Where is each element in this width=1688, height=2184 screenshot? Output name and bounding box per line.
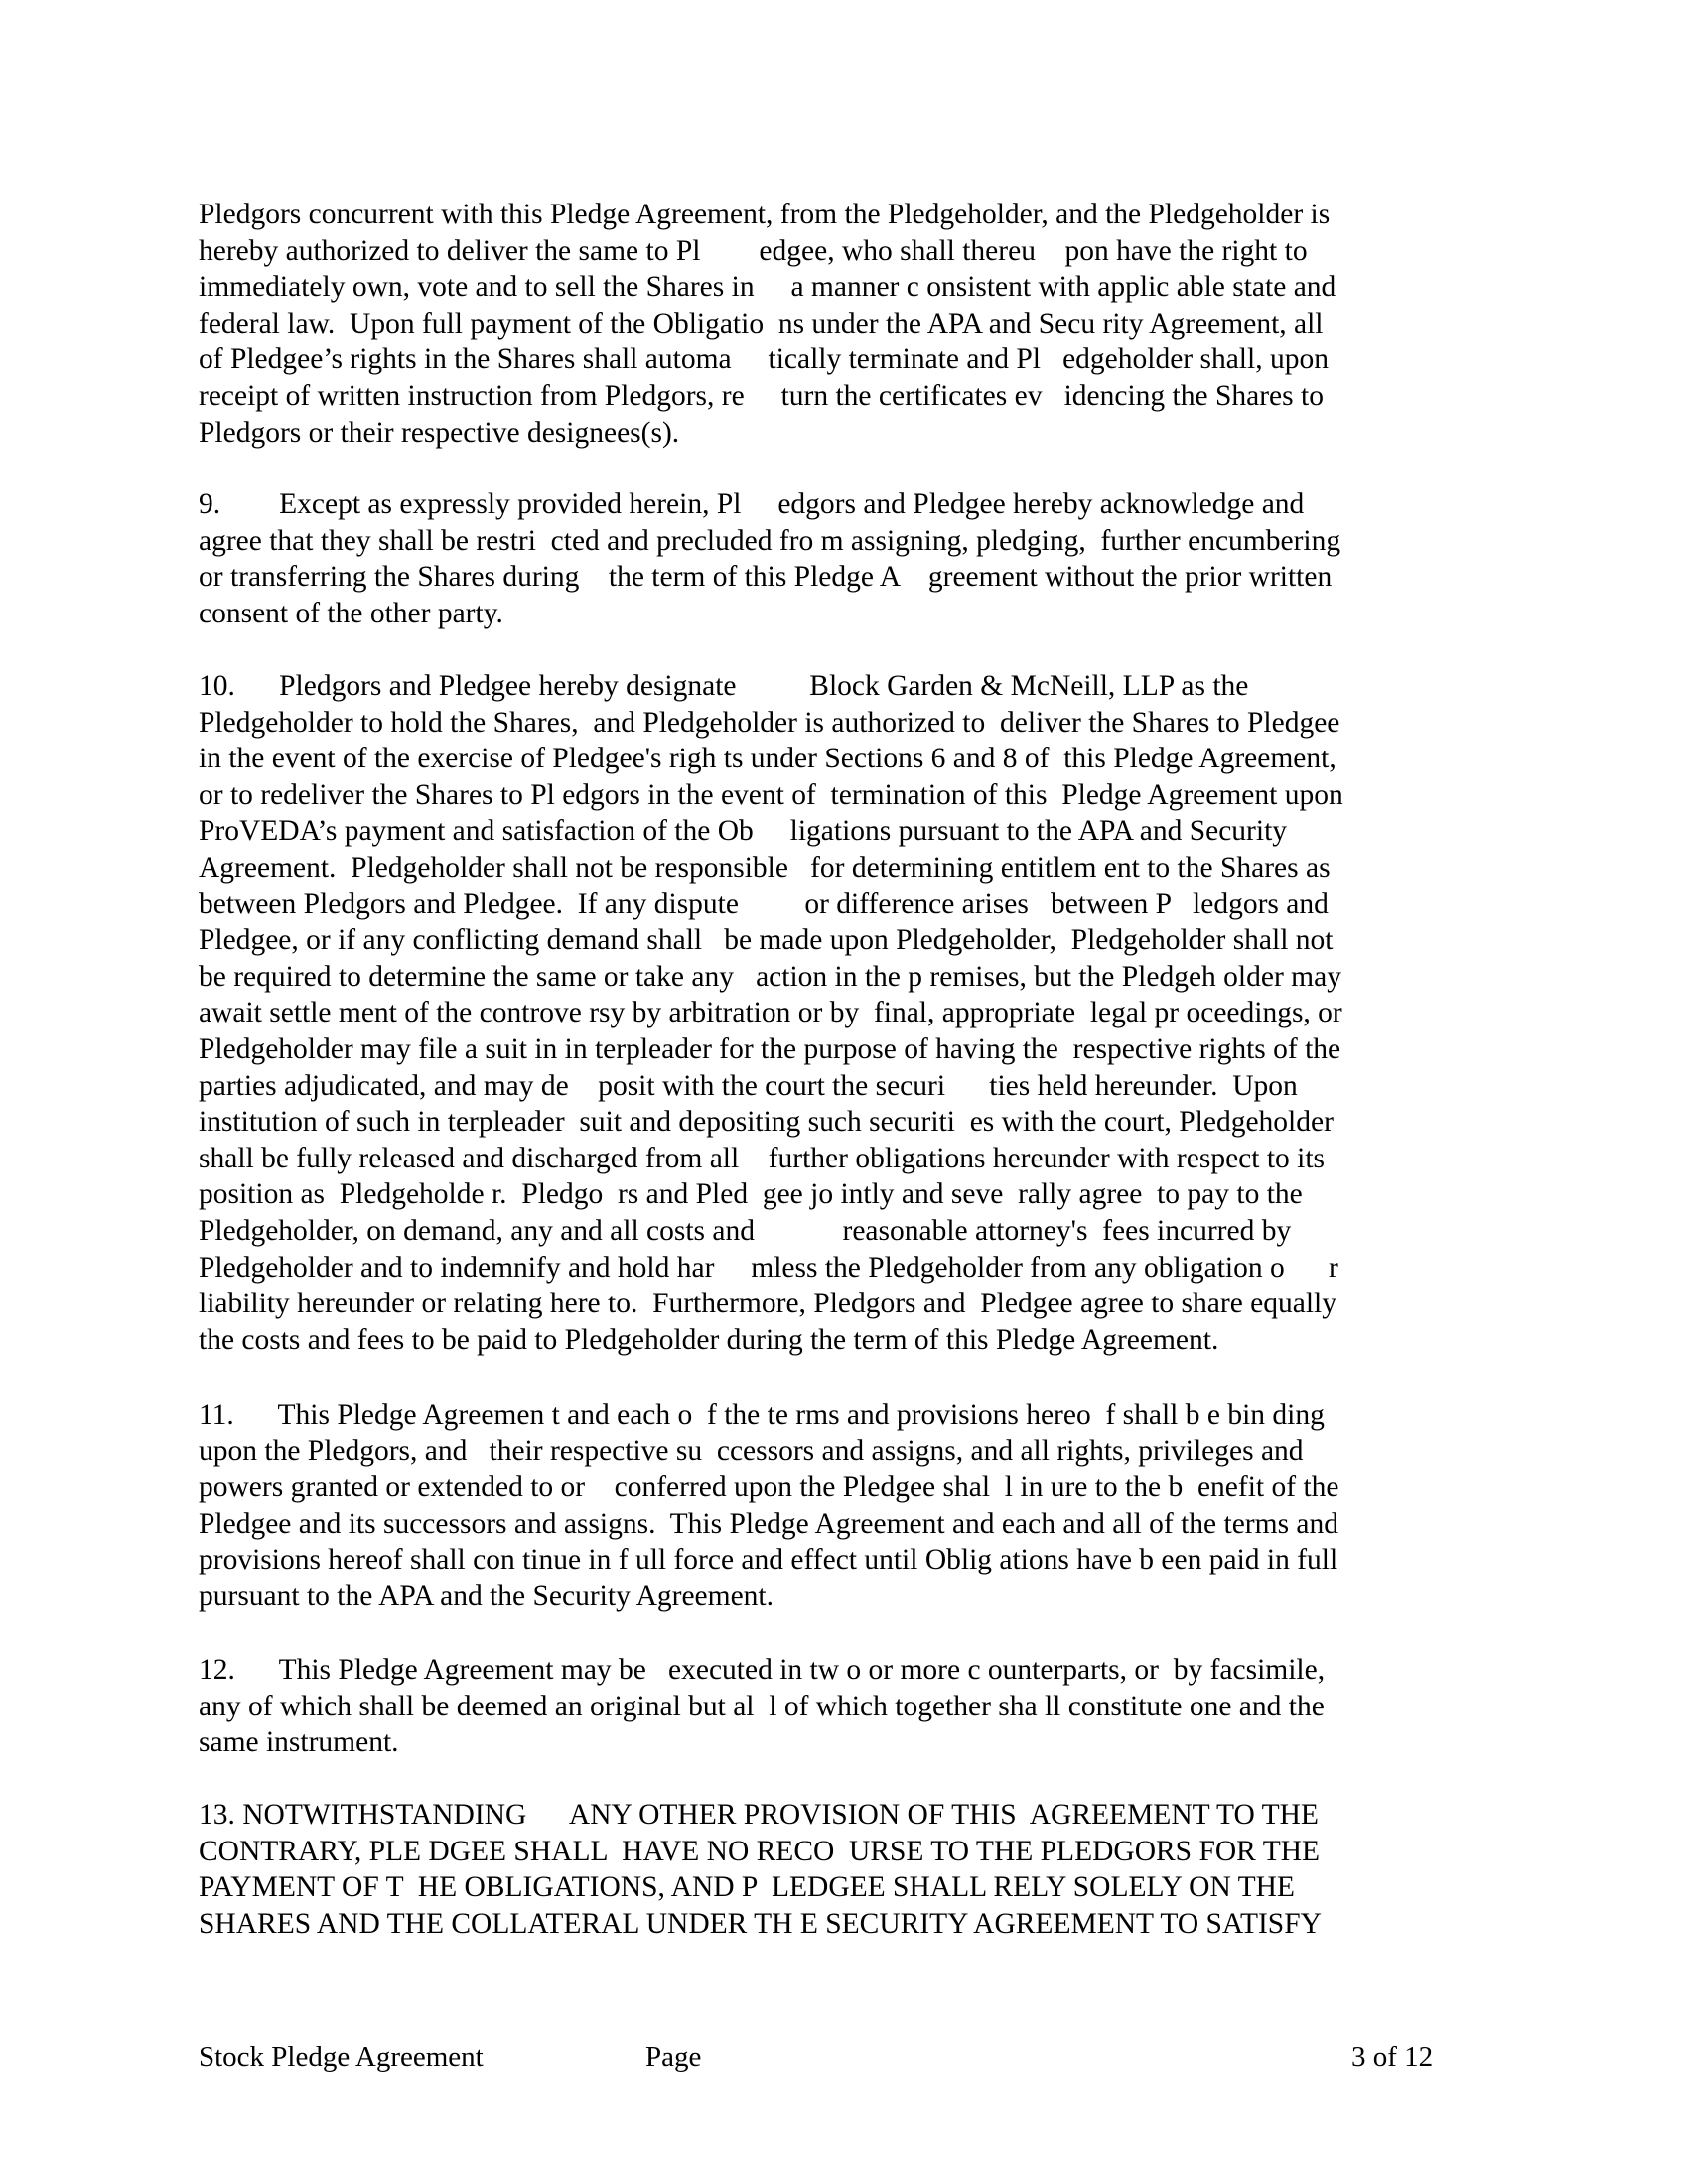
text-line: of Pledgee’s rights in the Shares shall automa tically terminate and Pl edgeholder shall, upon [199,343,1329,376]
text-line: or transferring the Shares during the term of this Pledge A greement without the prior written [199,561,1333,594]
text-line: Pledgee, or if any conflicting demand shall be made upon Pledgeholder, Pledgeholder shall not [199,924,1334,957]
text-line: between Pledgors and Pledgee. If any dispute or difference arises between P ledgors and [199,887,1329,920]
text-line: liability hereunder or relating here to. Furthermore, Pledgors and Pledgee agree to share equally [199,1288,1337,1320]
text-line: institution of such in terpleader suit and depositing such securiti es with the court, Pledgeholder [199,1106,1334,1139]
text-line: parties adjudicated, and may de posit with the court the securi ties held hereunder. Upon [199,1069,1298,1102]
text-line: hereby authorized to deliver the same to Pl edgee, who shall thereu pon have the right to [199,234,1308,267]
text-line: in the event of the exercise of Pledgee's righ ts under Sections 6 and 8 of this Pledge Agreement, [199,743,1336,775]
text-line: consent of the other party. [199,597,503,629]
footer-page-label: Page [645,2041,702,2073]
footer-page-number: 3 of 12 [1351,2041,1434,2073]
text-line: Agreement. Pledgeholder shall not be responsible for determining entitlem ent to the Shares as [199,851,1331,884]
paragraph-section-12 [199,1652,1489,1761]
paragraph-continuation [199,197,1489,451]
text-line: be required to determine the same or take any action in the p remises, but the Pledgeh older may [199,960,1341,993]
text-line: powers granted or extended to or conferred upon the Pledgee shal l in ure to the b enefit of the [199,1471,1339,1504]
text-line: federal law. Upon full payment of the Obligatio ns under the APA and Secu rity Agreement, all [199,307,1324,340]
text-line: pursuant to the APA and the Security Agreement. [199,1579,774,1612]
paragraph-section-9 [199,486,1489,631]
text-line: PAYMENT OF T HE OBLIGATIONS, AND P LEDGEE SHALL RELY SOLELY ON THE [199,1871,1295,1904]
text-line: 11. This Pledge Agreemen t and each o f the te rms and provisions hereo f shall b e bin ding [199,1399,1325,1431]
text-line: SHARES AND THE COLLATERAL UNDER TH E SECURITY AGREEMENT TO SATISFY [199,1907,1322,1940]
paragraph-section-11 [199,1397,1489,1615]
text-line: Pledgors or their respective designees(s). [199,416,680,449]
text-line: same instrument. [199,1726,399,1759]
text-line: 12. This Pledge Agreement may be executed in tw o or more c ounterparts, or by facsimile, [199,1654,1326,1686]
text-line: Pledgeholder may file a suit in in terpleader for the purpose of having the respective rights of the [199,1032,1341,1065]
text-line: shall be fully released and discharged from all further obligations hereunder with respect to its [199,1142,1326,1174]
text-line: 10. Pledgors and Pledgee hereby designate Block Garden & McNeill, LLP as the [199,670,1249,702]
text-line: Pledgeholder, on demand, any and all costs and reasonable attorney's fees incurred by [199,1214,1292,1247]
text-line: position as Pledgeholde r. Pledgo rs and Pled gee jo intly and seve rally agree to pay to the [199,1178,1303,1211]
text-line: await settle ment of the controve rsy by arbitration or by final, appropriate legal pr oceedings, or [199,997,1342,1029]
paragraph-section-13 [199,1797,1489,1942]
text-line: agree that they shall be restri cted and precluded fro m assigning, pledging, further encumbering [199,524,1341,557]
text-line: CONTRARY, PLE DGEE SHALL HAVE NO RECO URSE TO THE PLEDGORS FOR THE [199,1835,1321,1867]
text-line: 13. NOTWITHSTANDING ANY OTHER PROVISION OF THIS AGREEMENT TO THE [199,1799,1319,1831]
text-line: any of which shall be deemed an original but al l of which together sha ll constitute one and the [199,1690,1325,1722]
text-line: Pledgee and its successors and assigns. This Pledge Agreement and each and all of the terms and [199,1507,1339,1540]
text-line: ProVEDA’s payment and satisfaction of the Ob ligations pursuant to the APA and Security [199,815,1288,848]
paragraph-section-10 [199,668,1489,1358]
text-line: provisions hereof shall con tinue in f ull force and effect until Oblig ations have b een paid in full [199,1544,1338,1576]
text-line: Pledgeholder to hold the Shares, and Pledgeholder is authorized to deliver the Shares to Pledgee [199,706,1340,739]
text-line: receipt of written instruction from Pledgors, re turn the certificates ev idencing the Shares to [199,379,1324,412]
text-line: or to redeliver the Shares to Pl edgors in the event of termination of this Pledge Agreement upon [199,778,1343,811]
text-line: 9. Except as expressly provided herein, Pl edgors and Pledgee hereby acknowledge and [199,488,1305,520]
text-line: the costs and fees to be paid to Pledgeholder during the term of this Pledge Agreement. [199,1323,1219,1356]
footer-document-title: Stock Pledge Agreement [199,2041,484,2073]
text-line: Pledgors concurrent with this Pledge Agreement, from the Pledgeholder, and the Pledgeholder is [199,199,1331,230]
text-line: upon the Pledgors, and their respective su ccessors and assigns, and all rights, privileges and [199,1434,1304,1467]
text-line: immediately own, vote and to sell the Shares in a manner c onsistent with applic able state and [199,271,1336,304]
text-line: Pledgeholder and to indemnify and hold har mless the Pledgeholder from any obligation o r [199,1251,1338,1284]
